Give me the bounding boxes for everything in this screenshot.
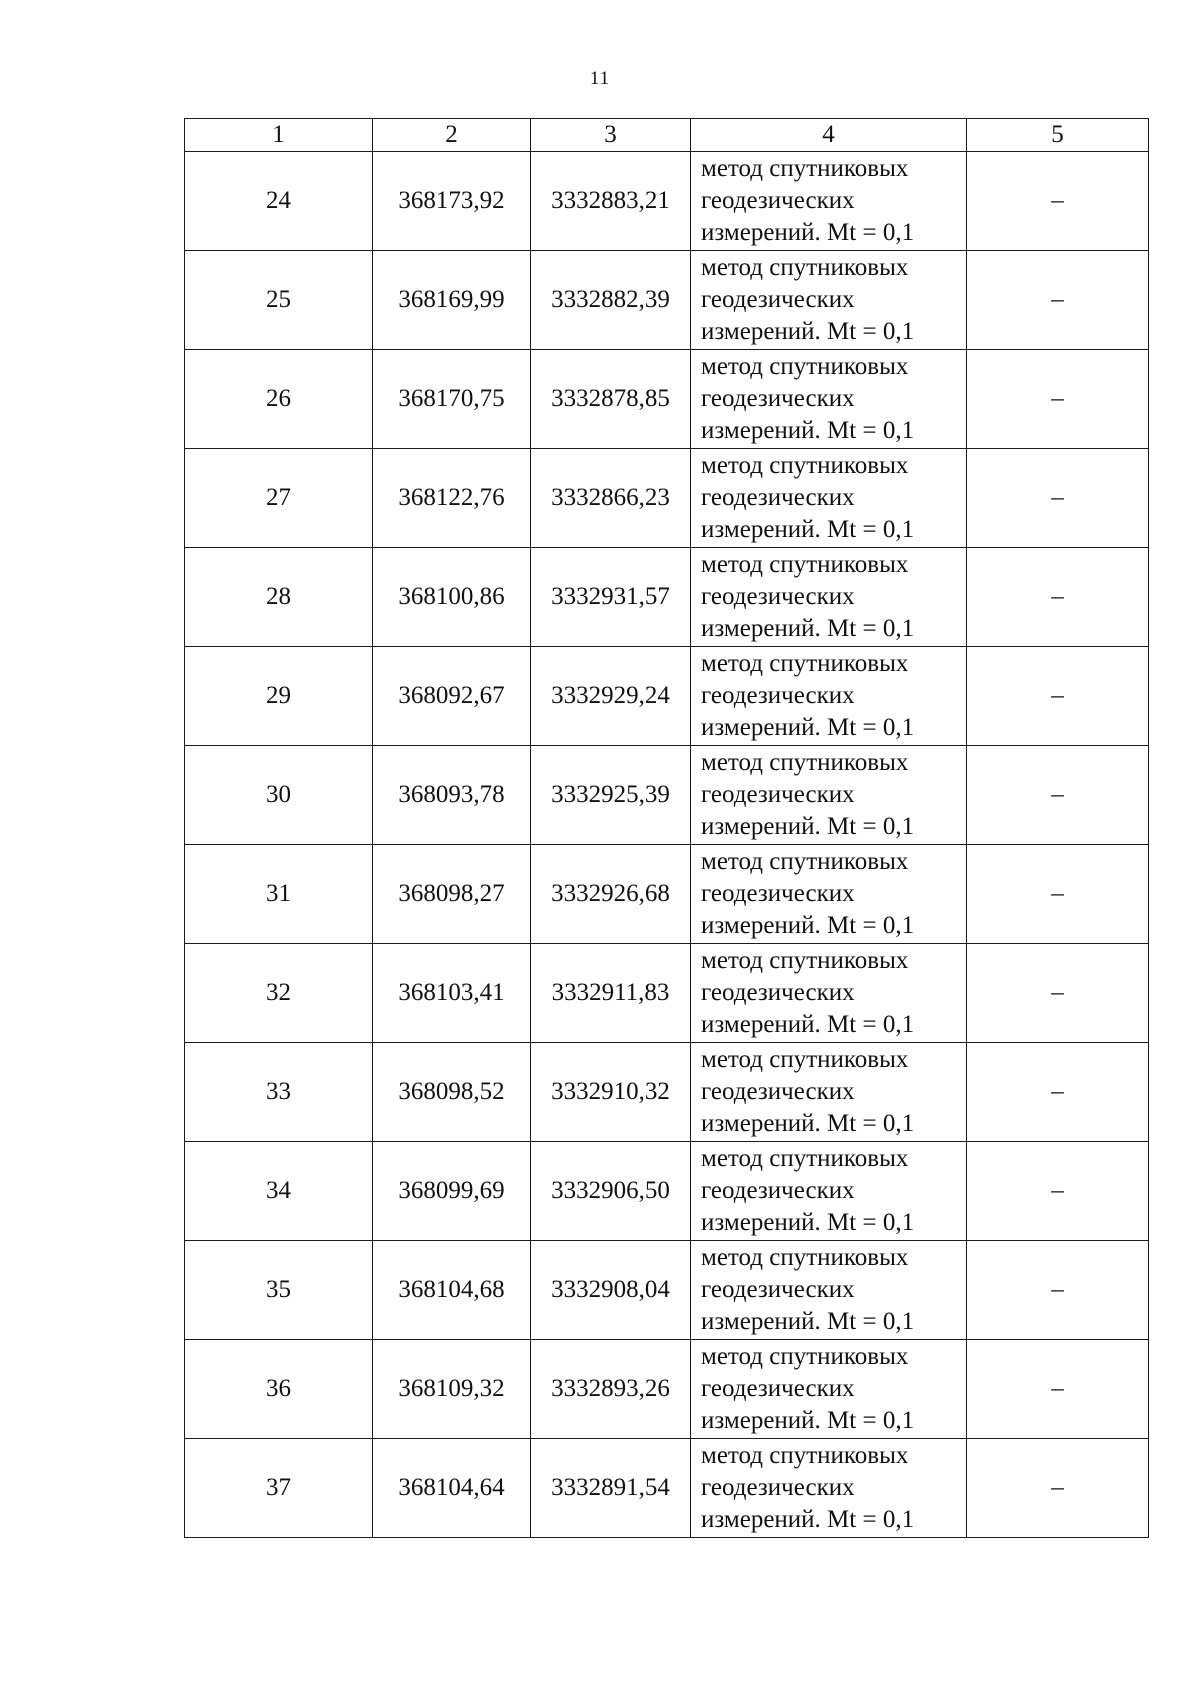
coordinate-y: 3332910,32 [531, 1043, 691, 1142]
method-line: метод спутниковых [701, 1244, 909, 1271]
method-line: геодезических [701, 682, 855, 709]
table-row [185, 1439, 1149, 1538]
method-line: измерений. Mt = 0,1 [701, 318, 915, 345]
note-cell: – [967, 1439, 1149, 1538]
coordinate-y: 3332866,23 [531, 449, 691, 548]
coordinate-x: 368169,99 [373, 251, 531, 350]
method-line: геодезических [701, 385, 855, 412]
method-line: геодезических [701, 484, 855, 511]
method-line: измерений. Mt = 0,1 [701, 1506, 915, 1533]
method-line: метод спутниковых [701, 1145, 909, 1172]
method-line: метод спутниковых [701, 1343, 909, 1370]
note-cell: – [967, 845, 1149, 944]
table-row [185, 845, 1149, 944]
point-number: 28 [185, 548, 373, 647]
header-row [185, 119, 1149, 152]
header-cell-5: 5 [967, 119, 1149, 152]
method-line: геодезических [701, 880, 855, 907]
table-row [185, 251, 1149, 350]
method-description [691, 746, 967, 845]
table-row [185, 746, 1149, 845]
coordinate-y: 3332931,57 [531, 548, 691, 647]
note-cell: – [967, 1142, 1149, 1241]
method-line: геодезических [701, 286, 855, 313]
method-line: метод спутниковых [701, 947, 909, 974]
coordinate-x: 368092,67 [373, 647, 531, 746]
coordinate-x: 368103,41 [373, 944, 531, 1043]
method-description [691, 251, 967, 350]
method-line: измерений. Mt = 0,1 [701, 1011, 915, 1038]
table-row [185, 647, 1149, 746]
note-cell: – [967, 449, 1149, 548]
coordinate-y: 3332929,24 [531, 647, 691, 746]
method-line: геодезических [701, 1276, 855, 1303]
coordinate-x: 368173,92 [373, 152, 531, 251]
note-cell: – [967, 746, 1149, 845]
method-line: измерений. Mt = 0,1 [701, 912, 915, 939]
coordinate-x: 368109,32 [373, 1340, 531, 1439]
point-number: 26 [185, 350, 373, 449]
method-description [691, 845, 967, 944]
coordinate-x: 368170,75 [373, 350, 531, 449]
method-line: измерений. Mt = 0,1 [701, 219, 915, 246]
method-line: метод спутниковых [701, 452, 909, 479]
method-line: метод спутниковых [701, 848, 909, 875]
note-cell: – [967, 350, 1149, 449]
table-row [185, 1241, 1149, 1340]
point-number: 29 [185, 647, 373, 746]
coordinate-y: 3332878,85 [531, 350, 691, 449]
method-description [691, 548, 967, 647]
note-cell: – [967, 1043, 1149, 1142]
method-line: геодезических [701, 1078, 855, 1105]
coordinate-y: 3332906,50 [531, 1142, 691, 1241]
method-line: метод спутниковых [701, 749, 909, 776]
method-line: измерений. Mt = 0,1 [701, 615, 915, 642]
point-number: 24 [185, 152, 373, 251]
method-line: метод спутниковых [701, 353, 909, 380]
method-description [691, 944, 967, 1043]
method-description [691, 647, 967, 746]
table-row [185, 1340, 1149, 1439]
header-cell-2: 2 [373, 119, 531, 152]
point-number: 31 [185, 845, 373, 944]
coordinate-y: 3332893,26 [531, 1340, 691, 1439]
table-row [185, 152, 1149, 251]
method-line: измерений. Mt = 0,1 [701, 813, 915, 840]
header-cell-1: 1 [185, 119, 373, 152]
header-cell-4: 4 [691, 119, 967, 152]
method-line: метод спутниковых [701, 254, 909, 281]
table-body [185, 119, 1149, 1538]
method-line: метод спутниковых [701, 551, 909, 578]
point-number: 30 [185, 746, 373, 845]
coordinate-y: 3332882,39 [531, 251, 691, 350]
note-cell: – [967, 1340, 1149, 1439]
method-line: метод спутниковых [701, 1442, 909, 1469]
coordinate-x: 368122,76 [373, 449, 531, 548]
method-line: геодезических [701, 1177, 855, 1204]
coordinate-x: 368099,69 [373, 1142, 531, 1241]
method-description [691, 1043, 967, 1142]
method-line: метод спутниковых [701, 650, 909, 677]
header-cell-3: 3 [531, 119, 691, 152]
coordinate-x: 368098,52 [373, 1043, 531, 1142]
method-line: измерений. Mt = 0,1 [701, 1407, 915, 1434]
note-cell: – [967, 647, 1149, 746]
point-number: 33 [185, 1043, 373, 1142]
method-line: геодезических [701, 1474, 855, 1501]
coordinate-x: 368104,64 [373, 1439, 531, 1538]
method-line: измерений. Mt = 0,1 [701, 516, 915, 543]
method-line: метод спутниковых [701, 1046, 909, 1073]
coordinate-x: 368098,27 [373, 845, 531, 944]
point-number: 25 [185, 251, 373, 350]
table-row [185, 944, 1149, 1043]
table-row [185, 1142, 1149, 1241]
method-description [691, 1439, 967, 1538]
method-line: геодезических [701, 187, 855, 214]
method-line: геодезических [701, 781, 855, 808]
method-line: геодезических [701, 979, 855, 1006]
coordinate-x: 368100,86 [373, 548, 531, 647]
note-cell: – [967, 944, 1149, 1043]
method-line: измерений. Mt = 0,1 [701, 1209, 915, 1236]
coordinate-y: 3332908,04 [531, 1241, 691, 1340]
note-cell: – [967, 1241, 1149, 1340]
method-description [691, 1142, 967, 1241]
page-number: 11 [589, 68, 611, 89]
table-row [185, 1043, 1149, 1142]
coordinate-y: 3332891,54 [531, 1439, 691, 1538]
point-number: 27 [185, 449, 373, 548]
point-number: 36 [185, 1340, 373, 1439]
method-line: измерений. Mt = 0,1 [701, 1308, 915, 1335]
note-cell: – [967, 251, 1149, 350]
method-description [691, 1340, 967, 1439]
method-description [691, 152, 967, 251]
method-line: измерений. Mt = 0,1 [701, 714, 915, 741]
coordinate-x: 368093,78 [373, 746, 531, 845]
coordinate-y: 3332925,39 [531, 746, 691, 845]
method-line: геодезических [701, 1375, 855, 1402]
coordinate-y: 3332883,21 [531, 152, 691, 251]
point-number: 35 [185, 1241, 373, 1340]
method-description [691, 449, 967, 548]
point-number: 34 [185, 1142, 373, 1241]
method-line: измерений. Mt = 0,1 [701, 1110, 915, 1137]
table-row [185, 350, 1149, 449]
coordinate-x: 368104,68 [373, 1241, 531, 1340]
table-row [185, 449, 1149, 548]
coordinate-y: 3332911,83 [531, 944, 691, 1043]
note-cell: – [967, 548, 1149, 647]
point-number: 37 [185, 1439, 373, 1538]
coordinates-table [184, 118, 1149, 1538]
method-line: метод спутниковых [701, 155, 909, 182]
point-number: 32 [185, 944, 373, 1043]
note-cell: – [967, 152, 1149, 251]
method-description [691, 350, 967, 449]
table-row [185, 548, 1149, 647]
method-line: измерений. Mt = 0,1 [701, 417, 915, 444]
method-description [691, 1241, 967, 1340]
method-line: геодезических [701, 583, 855, 610]
coordinate-y: 3332926,68 [531, 845, 691, 944]
